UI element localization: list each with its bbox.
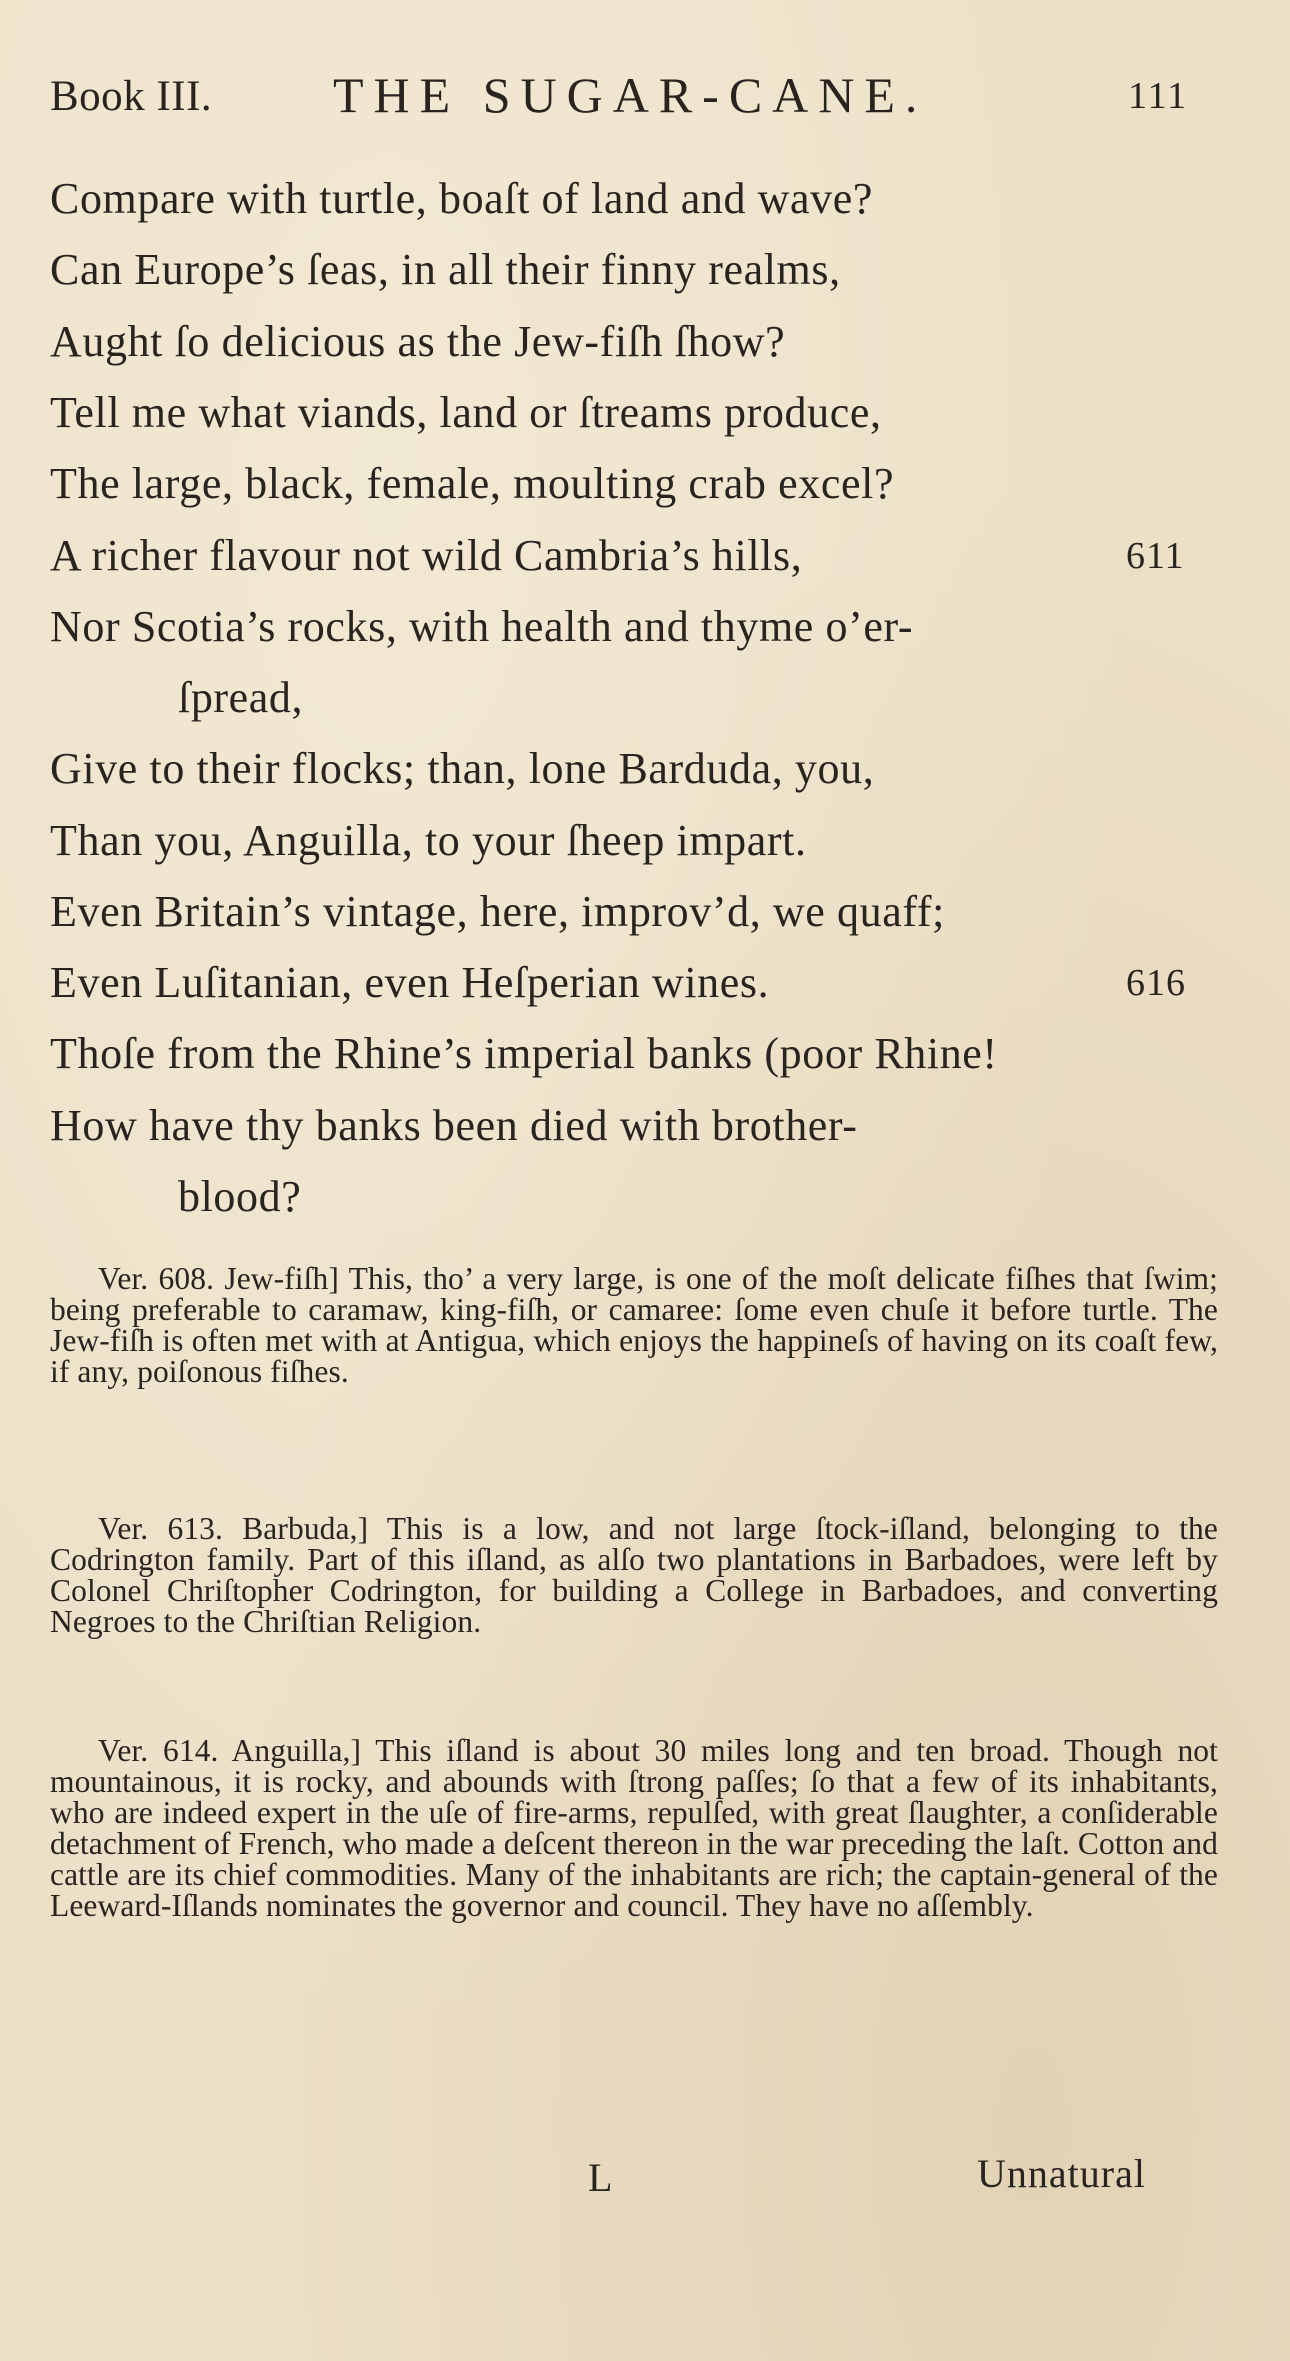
line-number: 611 <box>1126 535 1185 577</box>
verse-line: Compare with turtle, boaſt of land and wave? <box>50 174 874 223</box>
verse-line: A richer flavour not wild Cambria’s hills, <box>50 531 803 580</box>
catchword: Unnatural <box>977 2151 1146 2196</box>
verse-line: Even Britain’s vintage, here, improv’d, we quaff; <box>50 887 945 936</box>
verse-line-continuation: blood? <box>178 1172 302 1221</box>
verse-line: Even Luſitanian, even Heſperian wines. <box>50 958 770 1007</box>
page-number: 111 <box>1128 75 1189 117</box>
verse-line: How have thy banks been died with brother- <box>50 1101 858 1150</box>
verse-line: Than you, Anguilla, to your ſheep impart. <box>50 816 807 865</box>
signature-mark: L <box>588 2155 613 2200</box>
verse-line: Can Europe’s ſeas, in all their finny realms, <box>50 245 841 294</box>
verse-line: Give to their flocks; than, lone Barduda, you, <box>50 744 875 793</box>
footnote-ver-608: Ver. 608. Jew-fiſh] This, tho’ a very large, is one of the moſt delicate fiſhes that ſwim; being preferable to caramaw, king-fiſh, or camaree: ſome even chuſe it before turtle. The Jew-fiſh is often met with at Antigua, which enjoys the happineſs of having on its coaſt few, if any, poiſonous fiſhes. <box>50 1261 1218 1389</box>
verse-line: Nor Scotia’s rocks, with health and thyme o’er- <box>50 602 914 651</box>
footnote-ver-614: Ver. 614. Anguilla,] This iſland is about 30 miles long and ten broad. Though not mountainous, it is rocky, and abounds with ſtrong paſſes; ſo that a few of its inhabitants, who are indeed expert in the uſe of fire-arms, repulſed, with great ſlaughter, a conſiderable detachment of French, who made a deſcent thereon in the war preceding the laſt. Cotton and cattle are its chief commodities. Many of the inhabitants are rich; the captain-general of the Leeward-Iſlands nominates the governor and council. They have no aſſembly. <box>50 1733 1218 1923</box>
line-number: 616 <box>1126 962 1186 1004</box>
verse-line: Tell me what viands, land or ſtreams produce, <box>50 388 882 437</box>
verse-line: Aught ſo delicious as the Jew-fiſh ſhow? <box>50 317 786 366</box>
running-head-title: THE SUGAR-CANE. <box>333 67 928 123</box>
verse-line: Thoſe from the Rhine’s imperial banks (poor Rhine! <box>50 1029 998 1078</box>
verse-line: The large, black, female, moulting crab excel? <box>50 459 895 508</box>
footnote-ver-613: Ver. 613. Barbuda,] This is a low, and not large ſtock-iſland, belonging to the Codrington family. Part of this iſland, as alſo two plantations in Barbadoes, were left by Colonel Chriſtopher Codrington, for building a College in Barbadoes, and converting Negroes to the Chriſtian Religion. <box>50 1511 1218 1639</box>
running-head-book: Book III. <box>50 73 213 120</box>
verse-line-continuation: ſpread, <box>178 673 304 722</box>
